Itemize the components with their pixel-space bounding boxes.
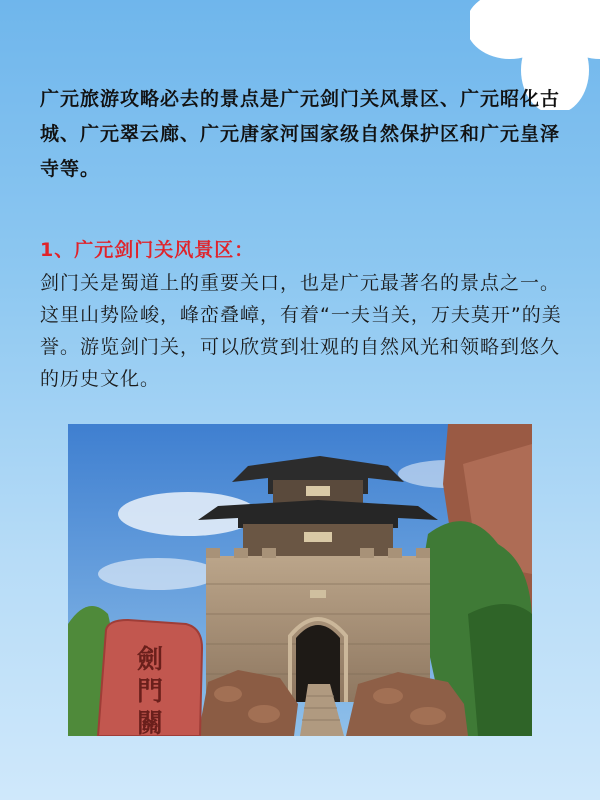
- article: [40, 82, 568, 395]
- section-title: 1、广元剑门关风景区：: [40, 239, 255, 261]
- svg-text:關: 關: [136, 709, 164, 736]
- svg-text:劍: 劍: [136, 645, 164, 675]
- section-body: 剑门关是蜀道上的重要关口，也是广元最著名的景点之一。这里山势险峻，峰峦叠嶂，有着“一夫当关，万夫莫开”的美誉。游览剑门关，可以欣赏到壮观的自然风光和领略到悠久的历史文化。: [40, 272, 562, 390]
- jianmenguan-photo: [68, 424, 532, 736]
- intro-paragraph: 广元旅游攻略必去的景点是广元剑门关风景区、广元昭化古城、广元翠云廊、广元唐家河国家级自然保护区和广元皇泽寺等。: [40, 88, 561, 180]
- svg-text:門: 門: [136, 677, 164, 707]
